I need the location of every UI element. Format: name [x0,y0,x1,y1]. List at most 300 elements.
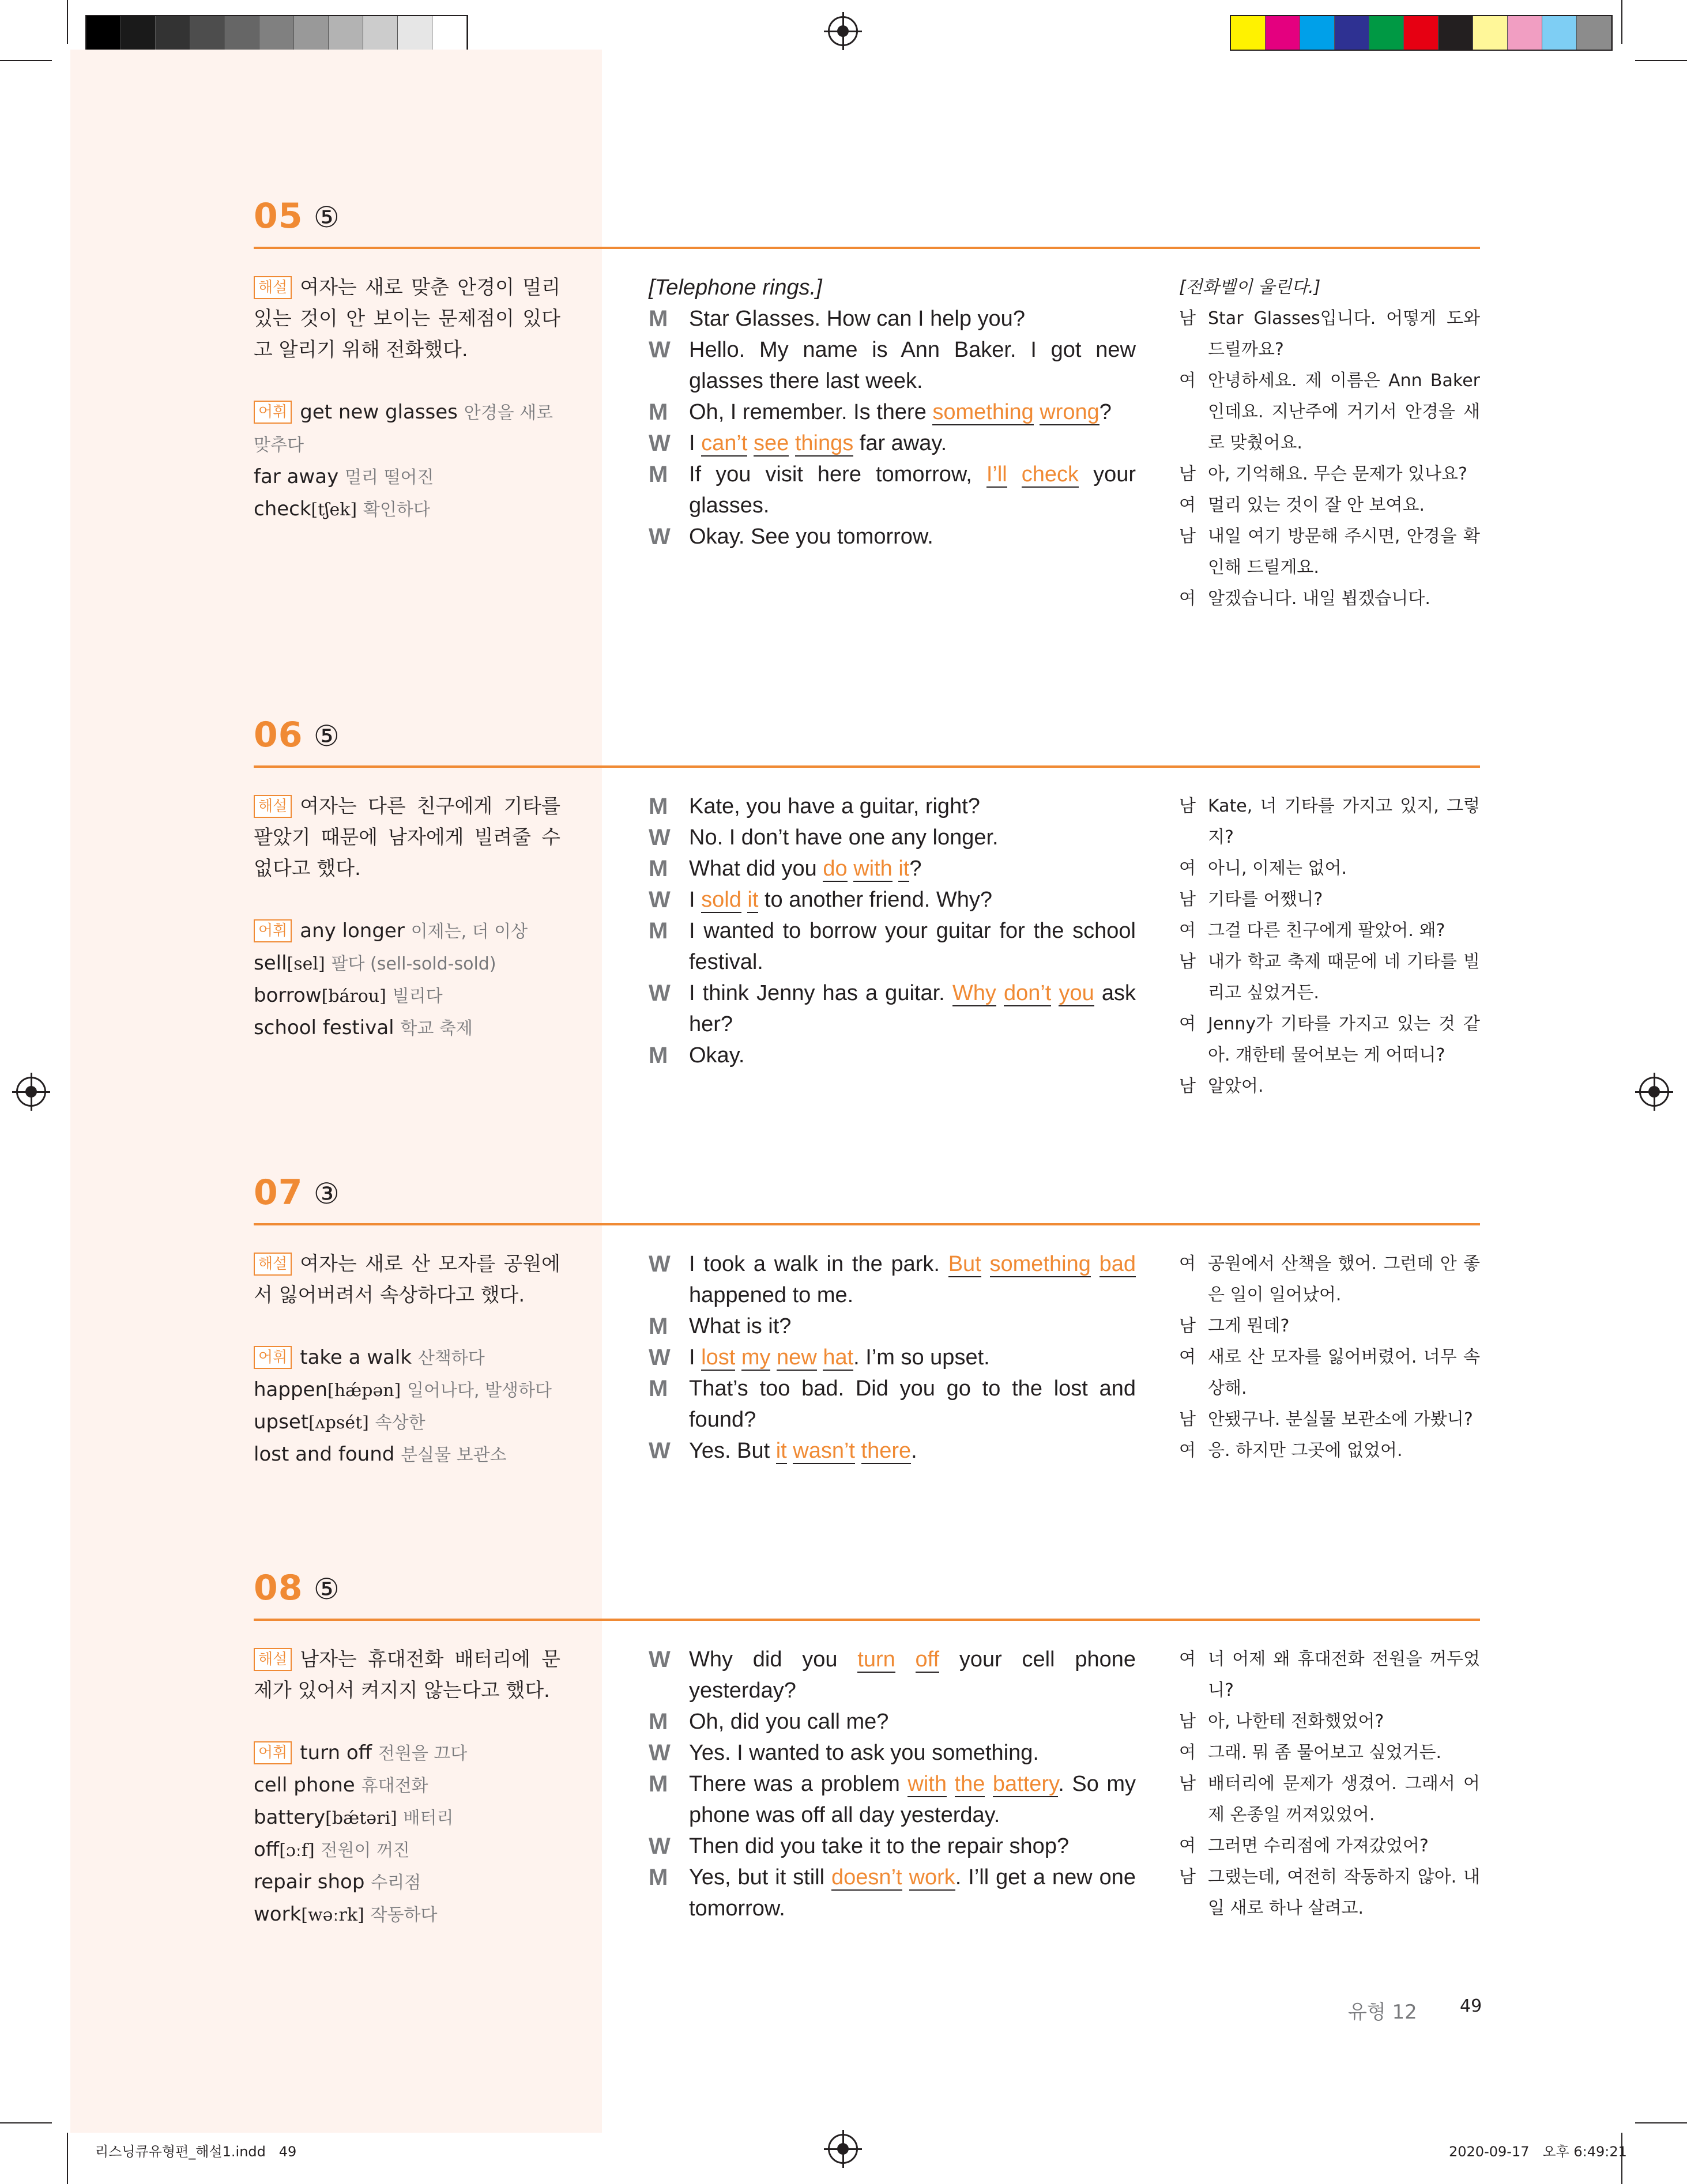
color-calibration-bar [1230,15,1613,51]
dialogue-line [649,334,1136,397]
dialogue-line [649,1706,1136,1737]
translation-line [1179,303,1480,365]
translation-line [1179,583,1480,614]
crop-mark [67,0,68,44]
speaker-label: W [649,980,671,1006]
translation-text: 아, 나한테 전화했었어? [1208,1711,1384,1732]
gray-swatch [121,16,156,50]
vocab-item [254,915,560,948]
dialogue-line [649,1342,1136,1373]
dialogue-text [848,857,854,881]
translation-line [1179,1404,1480,1435]
answer-section [254,196,1480,609]
dialogue-text: Then did you take it to the repair shop? [689,1834,1070,1858]
vocab-pronunciation: [hǽpən] [327,1380,401,1401]
dialogue-text: . I’m so upset. [853,1345,990,1370]
vocab-word: take a walk [300,1346,412,1369]
vocab-pronunciation: [sel] [287,954,325,974]
explanation-column [254,791,560,1044]
translation-text: 그러면 수리점에 가져갔었어? [1208,1836,1429,1856]
vocab-pronunciation: [bǽtəri] [325,1808,397,1828]
vocab-meaning: 배터리 [403,1808,454,1828]
highlighted-word: battery [992,1772,1059,1796]
vocab-meaning: 전원이 꺼진 [321,1840,410,1861]
highlighted-word: the [954,1772,985,1796]
translation-line [1179,1311,1480,1342]
highlighted-word: sold [701,888,741,912]
gray-swatch [363,16,398,50]
vocab-meaning: 학교 축제 [400,1019,473,1039]
highlighted-word: check [1021,462,1079,486]
gray-swatch [86,16,121,50]
vocab-word: turn off [300,1741,372,1764]
vocab-tag: 어휘 [254,1346,292,1369]
speaker-label: W [649,524,671,549]
highlighted-word: with [853,857,893,881]
dialogue-text: Kate, you have a guitar, right? [689,794,980,818]
vocab-item [254,461,560,493]
highlighted-word: can’t [701,431,748,455]
dialogue-text: I wanted to borrow your guitar for the school festival. [689,919,1136,974]
dialogue-line [649,397,1136,428]
dialogue-line [649,884,1136,915]
vocab-list [254,1342,560,1471]
answer-section [254,1568,1480,1926]
dialogue-text [787,1439,793,1463]
vocab-word: far away [254,465,339,488]
vocab-word: work [254,1903,302,1926]
dialogue-text: I [689,888,702,912]
explanation-text: 남자는 휴대전화 배터리에 문제가 있어서 켜지지 않는다고 했다. [254,1648,560,1702]
dialogue-text [1091,1252,1099,1276]
dialogue-text: . I’ll get a new one tomorrow. [689,1865,1136,1921]
translation-line [1179,1071,1480,1102]
translation-line [1179,915,1480,946]
translation-text: 아, 기억해요. 무슨 문제가 있나요? [1208,464,1467,484]
vocab-item [254,1834,560,1866]
dialogue-text [985,1772,993,1796]
dialogue-line [649,1831,1136,1862]
speaker-label-korean: 여 [1179,1347,1196,1367]
translation-column [1179,1248,1480,1466]
speaker-label: W [649,337,671,363]
explanation-tag: 해설 [254,795,292,818]
explanation-text: 여자는 새로 산 모자를 공원에서 잃어버려서 속상하다고 했다. [254,1253,560,1307]
dialogue-text: What is it? [689,1314,792,1338]
vocab-meaning: 이제는, 더 이상 [411,922,528,942]
stage-direction-korean: [전화벨이 울린다.] [1179,277,1321,297]
dialogue-text: Yes. But [689,1439,776,1463]
translation-line [1179,1737,1480,1768]
gray-calibration-bar [85,15,468,51]
dialogue-line [649,1311,1136,1342]
vocab-word: off [254,1838,280,1861]
dialogue-text: Yes, but it still [689,1865,832,1889]
crop-mark [1621,0,1622,44]
vocab-pronunciation: [ʌpsét] [308,1413,369,1433]
question-number: 07 [254,1172,303,1213]
gray-swatch [225,16,259,50]
translation-line [1179,490,1480,521]
dialogue-line [649,978,1136,1040]
vocab-item [254,1737,560,1770]
vocab-meaning: 멀리 떨어진 [345,467,434,488]
vocab-item [254,397,560,461]
dialogue-line [649,1373,1136,1435]
dialogue-text [981,1252,990,1276]
translation-column [1179,1644,1480,1924]
highlighted-word: with [907,1772,947,1796]
dialogue-line [649,1737,1136,1768]
dialogue-text: . So my phone was off all day yesterday. [689,1772,1136,1827]
dialogue-text: ? [1099,400,1112,424]
highlighted-word: doesn’t [831,1865,902,1889]
dialogue-text [770,1345,777,1370]
translation-text: 그걸 다른 친구에게 팔았어. 왜? [1208,921,1445,941]
highlighted-word: see [753,431,789,455]
highlighted-word: it [747,888,759,912]
dialogue-line [649,822,1136,853]
speaker-label: M [649,1865,668,1890]
vocab-word: lost and found [254,1443,395,1466]
translation-text: 멀리 있는 것이 잘 안 보여요. [1208,495,1425,515]
vocab-pronunciation: [tʃek] [311,500,357,520]
explanation-text: 여자는 새로 맞춘 안경이 멀리 있는 것이 안 보이는 문제점이 있다고 알리기 위해 전화했다. [254,276,560,361]
speaker-label: W [649,825,671,850]
speaker-label-korean: 여 [1179,495,1196,515]
speaker-label-korean: 여 [1179,1742,1196,1763]
dialogue-text [747,431,754,455]
page-number: 49 [1460,1996,1482,2016]
slug-timestamp: 2020-09-17 오후 6:49:21 [1449,2144,1627,2160]
dialogue-text [741,888,748,912]
dialogue-line [649,459,1136,521]
explanation-column [254,1248,560,1471]
crop-mark [0,2122,52,2123]
speaker-label-korean: 남 [1179,1409,1196,1429]
dialogue-text [947,1772,955,1796]
speaker-label-korean: 남 [1179,1076,1196,1096]
registration-mark-bottom [828,2134,858,2164]
translation-line [1179,365,1480,459]
vocab-item [254,1439,560,1471]
speaker-label: W [649,1647,671,1672]
dialogue-text: Oh, I remember. Is there [689,400,933,424]
explanation [254,791,560,884]
dialogue-text: ? [909,857,922,881]
speaker-label: W [649,1345,671,1370]
translation-text: 그래. 뭐 좀 물어보고 싶었거든. [1208,1742,1441,1763]
explanation [254,272,560,365]
highlighted-word: turn [857,1647,895,1672]
translation-line [1179,946,1480,1009]
speaker-label: M [649,1709,668,1734]
highlighted-word: there [861,1439,912,1463]
color-swatch [1404,16,1439,50]
speaker-label: M [649,918,668,944]
dialogue-text: happened to me. [689,1283,854,1307]
dialogue-line [649,428,1136,459]
translation-line [1179,1768,1480,1831]
dialogue-text [895,1647,916,1672]
vocab-meaning: 팔다 (sell-sold-sold) [331,954,496,974]
gray-swatch [259,16,294,50]
speaker-label-korean: 남 [1179,1711,1196,1732]
highlighted-word: something [932,400,1034,424]
speaker-label: M [649,462,668,487]
translation-line [1179,1706,1480,1737]
footer-type-label: 유형 12 [1348,2001,1417,2024]
speaker-label-korean: 여 [1179,1836,1196,1856]
speaker-label-korean: 여 [1179,589,1196,609]
vocab-pronunciation: [wəːrk] [301,1905,364,1925]
translation-line [1179,1644,1480,1706]
dialogue-text: your glasses. [689,462,1136,518]
section-header [254,716,1480,768]
speaker-label-korean: 여 [1179,858,1196,878]
dialogue-text: That’s too bad. Did you go to the lost and found? [689,1376,1136,1432]
color-swatch [1508,16,1542,50]
vocab-list [254,915,560,1044]
gray-swatch [398,16,432,50]
translation-text: 배터리에 문제가 생겼어. 그래서 어제 온종일 꺼져있었어. [1208,1774,1480,1825]
translation-line [1179,1009,1480,1071]
vocab-list [254,1737,560,1931]
vocab-item [254,1406,560,1439]
highlighted-word: wasn’t [793,1439,855,1463]
dialogue-text [817,1345,823,1370]
explanation [254,1644,560,1706]
gray-swatch [156,16,190,50]
speaker-label: M [649,1314,668,1339]
vocab-meaning: 속상한 [375,1413,425,1433]
highlighted-word: I’ll [986,462,1007,486]
speaker-label: W [649,1438,671,1463]
speaker-label-korean: 여 [1179,1649,1196,1669]
translation-line [1179,1862,1480,1924]
dialogue-line [649,791,1136,822]
color-swatch [1231,16,1266,50]
vocab-meaning: 전원을 끄다 [378,1744,468,1764]
vocab-pronunciation: [ɔːf] [279,1840,315,1861]
dialogue-line [649,1644,1136,1706]
speaker-label-korean: 남 [1179,952,1196,972]
explanation-tag: 해설 [254,1648,292,1671]
highlighted-word: off [915,1647,940,1672]
vocab-word: school festival [254,1016,394,1039]
highlighted-word: But [948,1252,981,1276]
highlighted-word: new [777,1345,817,1370]
translation-text: 안됐구나. 분실물 보관소에 가봤니? [1208,1409,1473,1429]
speaker-label-korean: 여 [1179,1254,1196,1274]
translation-text: Kate, 너 기타를 가지고 있지, 그렇지? [1208,796,1480,847]
explanation-column [254,1644,560,1931]
crop-mark [0,60,52,61]
highlighted-word: don’t [1003,981,1052,1005]
dialogue-text [1034,400,1040,424]
speaker-label-korean: 남 [1179,796,1196,816]
dialogue-line [649,1862,1136,1924]
highlighted-word: lost [701,1345,736,1370]
dialogue-text: Okay. See you tomorrow. [689,525,933,549]
vocab-word: battery [254,1806,326,1829]
dialogue-text: Yes. I wanted to ask you something. [689,1741,1039,1765]
vocab-meaning: 일어나다, 발생하다 [407,1380,552,1401]
dialogue-text: I took a walk in the park. [689,1252,948,1276]
vocab-list [254,397,560,526]
translation-text: Jenny가 기타를 가지고 있는 것 같아. 걔한테 물어보는 게 어떠니? [1208,1014,1480,1065]
gray-swatch [432,16,467,50]
vocab-meaning: 휴대전화 [361,1776,428,1796]
question-number: 06 [254,715,303,755]
vocab-word: borrow [254,984,322,1007]
color-swatch [1542,16,1577,50]
dialogue-text [893,857,899,881]
translation-text: 공원에서 산책을 했어. 그런데 안 좋은 일이 일어났어. [1208,1254,1480,1305]
gray-swatch [190,16,225,50]
translation-line [1179,884,1480,915]
dialogue-text: Okay. [689,1043,745,1068]
highlighted-word: my [741,1345,771,1370]
translation-text: 안녕하세요. 제 이름은 Ann Baker인데요. 지난주에 거기서 안경을 새로 맞췄어요. [1208,371,1480,453]
vocab-word: cell phone [254,1774,355,1797]
vocab-meaning: 빌리다 [392,986,443,1006]
vocab-item [254,493,560,526]
translation-line [1179,1248,1480,1311]
dialogue-text [1007,462,1022,486]
dialogue-line [649,1435,1136,1466]
gray-swatch [294,16,329,50]
vocab-word: any longer [300,919,405,942]
translation-text: 너 어제 왜 휴대전화 전원을 꺼두었니? [1208,1649,1480,1700]
highlighted-word: it [775,1439,787,1463]
translation-text: 아니, 이제는 없어. [1208,858,1347,878]
highlighted-word: something [989,1252,1091,1276]
explanation-column [254,272,560,526]
translation-text: 내일 여기 방문해 주시면, 안경을 확인해 드릴게요. [1208,526,1480,578]
dialogue-line [649,915,1136,978]
color-swatch [1439,16,1473,50]
color-swatch [1266,16,1300,50]
translation-line [1179,853,1480,884]
speaker-label-korean: 남 [1179,1774,1196,1794]
vocab-meaning: 수리점 [371,1873,421,1893]
color-swatch [1369,16,1404,50]
dialogue-line [649,521,1136,552]
speaker-label: W [649,1834,671,1859]
speaker-label-korean: 남 [1179,1316,1196,1336]
dialogue-text: Star Glasses. How can I help you? [689,307,1025,331]
speaker-label: M [649,1376,668,1401]
explanation [254,1248,560,1311]
answer-choice: ③ [314,1177,340,1210]
dialogue-line [649,853,1136,884]
dialogue-line [649,1248,1136,1311]
answer-section [254,1172,1480,1466]
vocab-meaning: 분실물 보관소 [401,1445,507,1465]
dialogue-text [789,431,795,455]
vocab-meaning: 산책하다 [417,1348,485,1368]
color-swatch [1300,16,1335,50]
translation-text: 그랬는데, 여전히 작동하지 않아. 내일 새로 하나 살려고. [1208,1867,1480,1918]
speaker-label-korean: 남 [1179,464,1196,484]
vocab-item [254,980,560,1012]
section-header [254,1569,1480,1621]
dialogue-text: your cell phone yesterday? [689,1647,1136,1703]
translation-column [1179,272,1480,614]
crop-mark [1635,60,1687,61]
speaker-label-korean: 남 [1179,308,1196,329]
translation-text: 기타를 어쨌니? [1208,889,1323,910]
vocab-word: happen [254,1378,328,1401]
dialogue-text: to another friend. Why? [758,888,992,912]
speaker-label-korean: 여 [1179,371,1196,391]
section-header [254,1174,1480,1225]
dialogue-text: Why did you [689,1647,858,1672]
section-header [254,197,1480,249]
vocab-item [254,1012,560,1044]
speaker-label: W [649,887,671,912]
speaker-label: W [649,1251,671,1277]
stage-direction: [Telephone rings.] [649,276,822,300]
answer-choice: ⑤ [314,201,340,234]
dialogue-text: I think Jenny has a guitar. [689,981,952,1005]
dialogue-text: Oh, did you call me? [689,1710,889,1734]
translation-line [1179,1342,1480,1404]
explanation-tag: 해설 [254,1253,292,1276]
question-number: 08 [254,1568,303,1608]
question-number: 05 [254,196,303,236]
highlighted-word: Why [952,981,996,1005]
translation-line [1179,791,1480,853]
speaker-label-korean: 남 [1179,1867,1196,1887]
translation-line [1179,521,1480,583]
speaker-label-korean: 여 [1179,1014,1196,1034]
speaker-label: M [649,1771,668,1797]
dialogue-text [902,1865,909,1889]
dialogue-text: There was a problem [689,1772,908,1796]
translation-text: 알겠습니다. 내일 뵙겠습니다. [1208,589,1430,609]
highlighted-word: hat [823,1345,854,1370]
translation-text: 그게 뭔데? [1208,1316,1290,1336]
dialogue-text: I [689,431,702,455]
highlighted-word: bad [1099,1252,1136,1276]
vocab-word: upset [254,1410,309,1434]
explanation-text: 여자는 다른 친구에게 기타를 팔았기 때문에 남자에게 빌려줄 수 없다고 했다. [254,795,560,880]
dialogue-text [1051,981,1059,1005]
translation-text: 내가 학교 축제 때문에 네 기타를 빌리고 싶었거든. [1208,952,1480,1003]
vocab-pronunciation: [bárou] [321,986,386,1006]
highlighted-word: you [1059,981,1094,1005]
vocab-word: get new glasses [300,401,458,424]
gray-swatch [329,16,363,50]
vocab-tag: 어휘 [254,401,292,424]
vocab-item [254,1342,560,1374]
dialogue-line [649,303,1136,334]
speaker-label-korean: 여 [1179,921,1196,941]
crop-mark [1635,2122,1687,2123]
dialogue-text [735,1345,741,1370]
registration-mark-top [828,16,858,46]
highlighted-word: wrong [1040,400,1099,424]
vocab-word: check [254,497,311,520]
dialogue-text: far away. [853,431,947,455]
speaker-label-korean: 여 [1179,1440,1196,1461]
explanation-tag: 해설 [254,276,292,299]
dialogue-text: Hello. My name is Ann Baker. I got new glasses there last week. [689,338,1136,393]
dialogue-text: No. I don’t have one any longer. [689,825,999,850]
speaker-label-korean: 남 [1179,889,1196,910]
